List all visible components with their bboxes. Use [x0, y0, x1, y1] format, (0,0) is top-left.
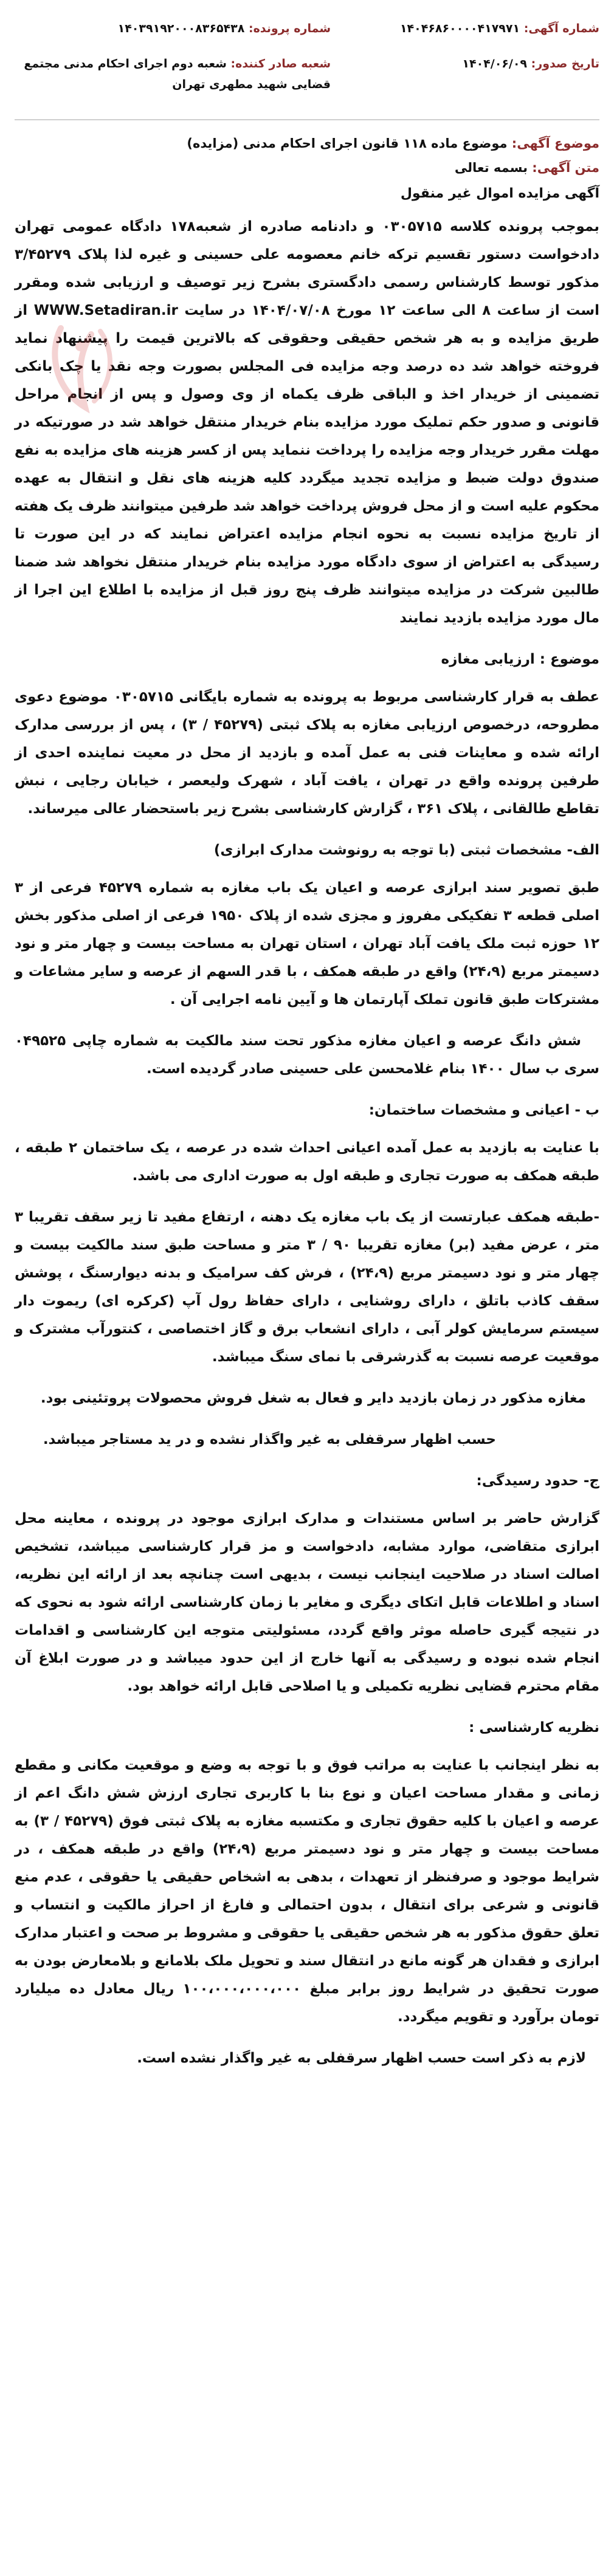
section-heading-building: ب - اعیانی و مشخصات ساختمان:	[368, 1102, 599, 1118]
section-heading-scope: ج- حدود رسیدگی:	[476, 1473, 599, 1489]
issuing-branch: شعبه دوم اجرای احکام مدنی مجتمع قضایی شهید مطهری تهران	[24, 57, 331, 91]
case-number-row	[15, 18, 331, 39]
section-heading-opinion: نظریه کارشناسی :	[469, 1720, 599, 1736]
ownership-paragraph: شش دانگ عرصه و اعیان مغازه مذکور تحت سند مالکیت به شماره چاپی ۰۴۹۵۲۵ سری ب سال ۱۴۰۰ بنام غلامحسن علی حسینی صادر گردیده است.	[15, 1033, 599, 1077]
notice-number-row	[356, 18, 599, 39]
notice-number-label: شماره آگهی:	[523, 22, 599, 35]
section-heading-registration: الف- مشخصات ثبتی (با توجه به رونوشت مدارک ابرازی)	[213, 842, 599, 858]
section-heading-subject: موضوع : ارزیابی مغازه	[441, 651, 599, 667]
case-number-label: شماره پرونده:	[248, 22, 331, 35]
text-label-line	[15, 156, 599, 180]
header-left-column	[15, 18, 331, 109]
issue-date-row	[356, 53, 599, 74]
building-paragraph: با عنایت به بازدید به عمل آمده اعیانی احداث شده در عرصه ، یک ساختمان ۲ طبقه ، طبقه همکف به صورت تجاری و طبقه اول به صورت اداری می باشد.	[15, 1140, 599, 1184]
final-note-paragraph: لازم به ذکر است حسب اظهار سرقفلی به غیر واگذار نشده است.	[137, 2050, 586, 2066]
notice-meta	[15, 120, 599, 207]
issuing-branch-row	[15, 53, 331, 95]
text-opening: بسمه تعالی	[454, 160, 528, 175]
header-right-column	[356, 18, 599, 89]
text-label: متن آگهی:	[532, 160, 599, 175]
notice-title: آگهی مزایده اموال غیر منقول	[400, 186, 599, 201]
expert-intro-paragraph: عطف به قرار کارشناسی مربوط به پرونده به شماره بایگانی ۰۳۰۵۷۱۵ موضوع دعوی مطروحه، درخصوص ارزیابی مغازه به پلاک ثبتی (۴۵۲۷۹ / ۳) ، پس از بررسی مدارک ارائه شده و معاینات فنی به عمل آمده و بازدید از محل در معیت نماینده احدی از طرفین پرونده واقع در تهران ، یافت آباد ، شهرک ولیعصر ، خیابان رجایی ، نبش تقاطع طالقانی ، پلاک ۳۶۱ ، گزارش کارشناسی بشرح زیر باستحضار عالی میرساند.	[15, 689, 599, 817]
issue-date-label: تاریخ صدور:	[531, 57, 599, 70]
notice-number: ۱۴۰۴۶۸۶۰۰۰۰۴۱۷۹۷۱	[399, 22, 520, 35]
notice-header	[15, 0, 599, 120]
registration-paragraph: طبق تصویر سند ابرازی عرصه و اعیان یک باب مغازه به شماره ۴۵۲۷۹ فرعی از ۳ اصلی قطعه ۳ تفکیکی مفروز و مجزی شده از پلاک ۱۹۵۰ فرعی از اصلی مذکور بخش ۱۲ حوزه ثبت ملک یافت آباد تهران ، استان تهران به مساحت بیست و چهار متر و نود دسیمتر مربع (۲۴،۹) واقع در طبقه همکف ، با قدر السهم از عرصه و سایر مشاعات و مشترکات طبق قانون تملک آپارتمان ها و آیین نامه اجرایی آن .	[15, 880, 599, 1008]
subject-value: موضوع ماده ۱۱۸ قانون اجرای احکام مدنی (مزایده)	[187, 136, 508, 151]
case-number: ۱۴۰۳۹۱۹۲۰۰۰۸۳۶۵۴۳۸	[117, 22, 245, 35]
subject-line	[15, 131, 599, 156]
notice-body	[15, 213, 599, 2072]
issuing-branch-label: شعبه صادر کننده:	[230, 57, 331, 70]
ground-floor-paragraph: -طبقه همکف عبارتست از یک باب مغازه یک دهنه ، ارتفاع مفید تا زیر سقف تقریبا ۳ متر ، عرض مفید (بر) مغازه تقریبا ۹۰ / ۳ متر و مساحت طبق سند مالکیت بیست و چهار متر و نود دسیمتر مربع (۲۴،۹) ، فرش کف سرامیک و بدنه دیوارسنگ ، پوشش سقف کاذب باتلق ، دارای روشنایی ، دارای حفاظ رول آپ (کرکره ای) ریموت دار سیستم سرمایش کولر آبی ، دارای انشعاب برق و گاز اختصاصی ، کنتورآب مشترک و موقعیت عرصه نسبت به گذرشرقی با نمای سنگ میباشد.	[15, 1209, 599, 1365]
scope-paragraph: گزارش حاضر بر اساس مستندات و مدارک ابرازی موجود در پرونده ، معاینه محل ابرازی متقاضی، موارد مشابه، دادخواست و مز قرار کارشناسی میباشد، تشخیص اصالت اسناد در صلاحیت اینجانب نیست ، بدیهی است چنانچه بعد از ارائه این نظریه، اسناد و اطلاعات قابل اتکای دیگری و مغایر با زمان کارشناسی ارائه شود به نحوی که در نتیجه گیری حاصله موثر واقع گردد، مسئولیتی متوجه این کارشناسی و اقدامات انجام شده نبوده و رسیدگی به آنها خارج از این حدود میباشد و در صورت ابلاغ آن مقام محترم قضایی نظریه تکمیلی و یا اصلاحی قابل ارائه خواهد بود.	[15, 1511, 599, 1694]
subject-label: موضوع آگهی:	[511, 136, 599, 151]
shop-status-paragraph: مغازه مذکور در زمان بازدید دایر و فعال به شغل فروش محصولات پروتئینی بود.	[40, 1390, 586, 1406]
auction-paragraph: بموجب پرونده کلاسه ۰۳۰۵۷۱۵ و دادنامه صادره از شعبه۱۷۸ دادگاه عمومی تهران دادخواست دستور تقسیم ترکه خانم معصومه علی حسینی و غیره لذا پلاک ۳/۴۵۲۷۹ مذکور توسط کارشناس رسمی دادگستری بشرح زیر توصیف و ارزیابی شده ومقرر است از ساعت ۸ الی ساعت ۱۲ مورخ ۱۴۰۴/۰۷/۰۸ در سایت WWW.Setadiran.ir از طریق مزایده و به هر شخص حقیقی وحقوقی که بالاترین قیمت را پیشنهاد نماید فروخته خواهد شد ده درصد وجه مزایده فی المجلس بصورت وجه نقد یا چک بانکی تضمینی از خریدار اخذ و الباقی ظرف یکماه از وی وصول و پس از انجام مراحل قانونی و صدور حکم تملیک مورد مزایده بنام خریدار منتقل خواهد شد در صورتیکه در مهلت مقرر خریدار وجه مزایده را پرداخت ننماید پس از کسر هزینه های مزایده به نفع صندوق دولت ضبط و مزایده تجدید میگردد کلیه هزینه های نقل و انتقال به عهده محکوم علیه است و از محل فروش پرداخت خواهد شد طرفین میتوانند ظرف یک هفته از تاریخ مزایده نسبت به نحوه انجام مزایده اعتراض نمایند که در این صورت تا رسیدگی به اعتراض از سوی دادگاه مورد مزایده بنام خریدار منتقل نخواهد شد ضمنا طالبین شرکت در مزایده میتوانند ظرف پنج روز قبل از مزایده با اطلاع این اجرا از مال مورد مزایده بازدید نمایند	[15, 219, 600, 626]
opinion-paragraph: به نظر اینجانب با عنایت به مراتب فوق و با توجه به وضع و موقعیت مکانی و مقطع زمانی و مقدار مساحت اعیان و نوع بنا با کاربری تجاری ارزش شش دانگ اعم از عرصه و اعیان با کلیه حقوق تجاری و مکتسبه مغازه به پلاک ثبتی فوق (۴۵۲۷۹ / ۳) به مساحت بیست و چهار متر و نود دسیمتر مربع (۲۴،۹) واقع در طبقه همکف ، در شرایط موجود و صرفنظر از تعهدات ، بدهی به اشخاص حقیقی یا حقوقی ، عدم منع قانونی و شرعی برای انتقال ، بدون احتمالی و فارغ از احراز مالکیت و انتساب و تعلق حقوق مذکور به هر شخص حقیقی یا حقوقی و مشروط بر صحت و اعتبار مدارک ابرازی و فقدان هر گونه مانع در انتقال سند و تحویل ملک بلامانع و بلامعارض بودن به صورت تحقیق در شرایط روز برابر مبلغ ۱۰۰،۰۰۰،۰۰۰،۰۰۰ ریال معادل ده میلیارد تومان برآورد و تقویم میگردد.	[15, 1757, 599, 2025]
goodwill-note-paragraph: حسب اظهار سرقفلی به غیر واگذار نشده و در ید مستاجر میباشد.	[43, 1432, 496, 1448]
issue-date: ۱۴۰۴/۰۶/۰۹	[462, 57, 528, 70]
